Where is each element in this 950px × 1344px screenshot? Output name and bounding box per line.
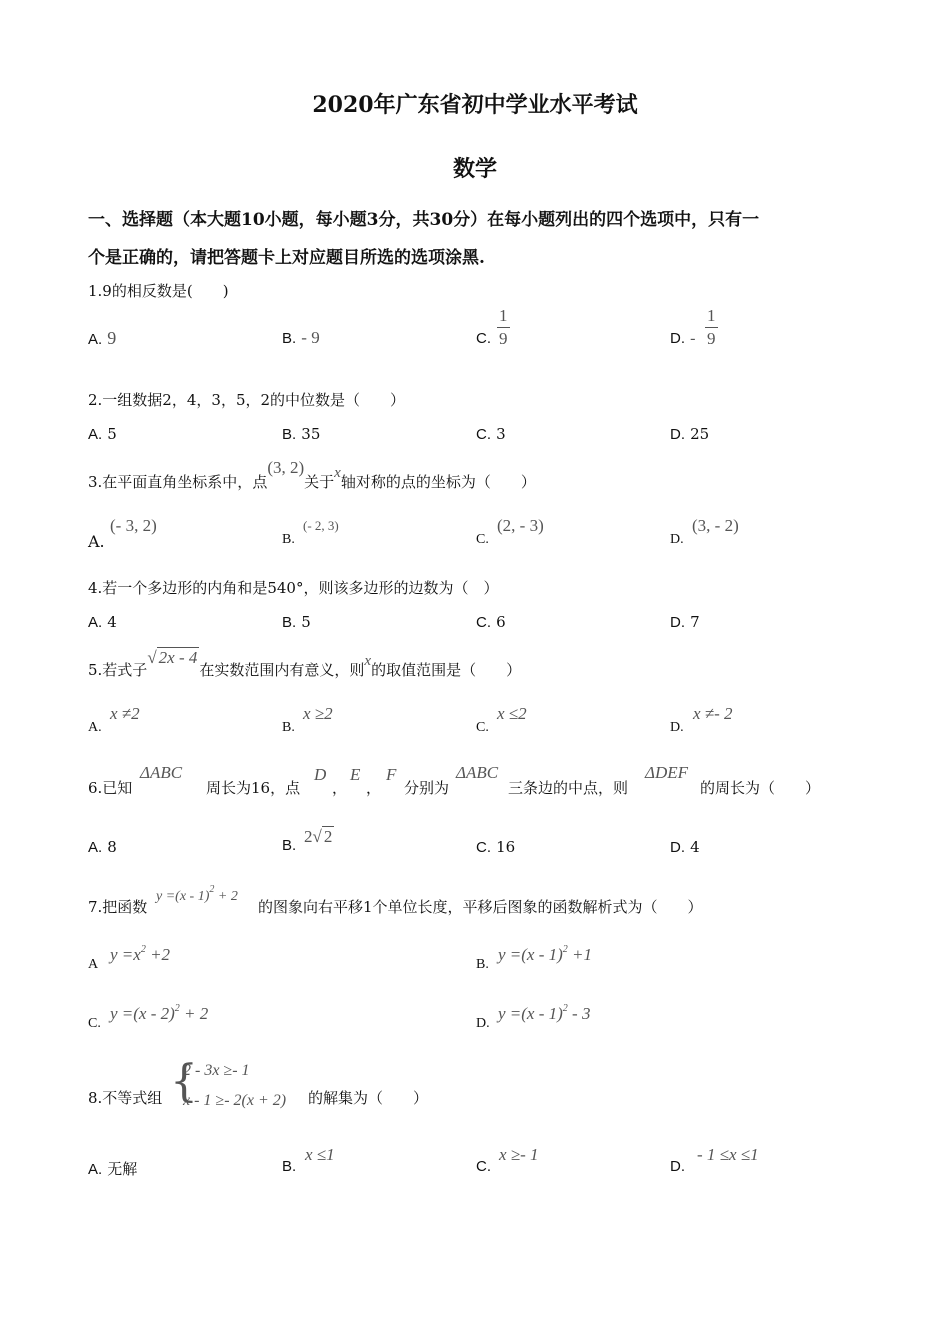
q6-comma-1: ， (332, 779, 348, 797)
q2-option-c[interactable]: C. 3 (476, 425, 506, 443)
q6-stem-post: 的周长为（ ） (700, 779, 821, 797)
q7-option-b[interactable]: y =(x - 1)$^2$ +1 (498, 944, 593, 964)
q2-option-a[interactable]: A. 5 (88, 425, 117, 443)
q5-option-b-label[interactable]: B. (282, 720, 295, 735)
q6-option-b-label[interactable]: B. (282, 837, 297, 854)
q2-option-d[interactable]: D. 25 (670, 425, 710, 443)
q6-option-b[interactable]: 2√ 2 (304, 827, 333, 846)
q5-option-c[interactable]: x ≤2 (497, 704, 527, 723)
q1-option-b[interactable]: B. - 9 (282, 328, 320, 347)
q8-inequality-2: x - 1 ≥- 2(x + 2) (183, 1092, 287, 1109)
q8-stem-post: 的解集为（ ） (308, 1089, 429, 1107)
q2-option-b[interactable]: B. 35 (282, 425, 321, 443)
q8-inequality-1: 2 - 3x ≥- 1 (183, 1062, 250, 1079)
q7-option-a-label[interactable]: A (88, 957, 99, 972)
q7-option-c-label[interactable]: C. (88, 1016, 101, 1031)
q7-option-a[interactable]: $y =x^2 +2$ (110, 944, 171, 964)
inequality-brace-icon: { (170, 1056, 198, 1107)
q4-option-b[interactable]: B. 5 (282, 613, 311, 631)
question-7-stem-pre: 7.把函数 (88, 898, 148, 916)
q3-option-a-label[interactable]: A. (88, 532, 105, 551)
q5-option-d-label[interactable]: D. (670, 720, 684, 735)
q8-option-c-label[interactable]: C. (476, 1158, 491, 1175)
q8-option-b[interactable]: x ≤1 (305, 1145, 335, 1164)
q6-option-a[interactable]: A. 8 (88, 838, 117, 856)
q1-option-d[interactable]: D. - (670, 330, 696, 347)
question-1-stem: 1.9的相反数是( ) (88, 282, 229, 300)
question-4-stem: 4.若一个多边形的内角和是540°，则该多边形的边数为（ ） (88, 579, 499, 597)
q6-point-f: F (386, 765, 397, 784)
q7-stem-post: 的图象向右平移1个单位长度，平移后图象的函数解析式为（ ） (258, 898, 703, 916)
subject-title: 数学 (452, 156, 497, 182)
q4-option-d[interactable]: D. 7 (670, 613, 700, 631)
q6-comma-2: ， (366, 779, 382, 797)
q1-option-c[interactable]: C. (476, 330, 491, 347)
q6-triangle-abc: ΔABC (140, 763, 183, 782)
q3-option-a[interactable]: (- 3, 2) (110, 516, 157, 535)
q6-midpoint-text: 分别为 (404, 779, 450, 797)
section-instructions-line2: 个是正确的，请把答题卡上对应题目所选的选项涂黑. (88, 248, 485, 268)
q6-sides-text: 三条边的中点，则 (508, 779, 629, 797)
q5-option-d[interactable]: x ≠- 2 (693, 704, 733, 723)
q1-option-c-fraction: $\frac{1}{9}$ (499, 306, 508, 348)
q8-option-b-label[interactable]: B. (282, 1158, 297, 1175)
q8-option-d[interactable]: - 1 ≤x ≤1 (697, 1145, 759, 1164)
q3-option-c-label[interactable]: C. (476, 532, 489, 547)
q6-triangle-def: ΔDEF (645, 763, 689, 782)
q6-triangle-abc-2: ΔABC (456, 763, 499, 782)
question-2-stem: 2.一组数据2，4，3，5，2的中位数是（ ） (88, 391, 406, 409)
q6-perimeter-text: 周长为16，点 (206, 779, 301, 797)
q6-option-d[interactable]: D. 4 (670, 838, 700, 856)
q8-option-c[interactable]: x ≥- 1 (499, 1145, 539, 1164)
q7-function: y =(x - 1)$^2$ + 2 (156, 884, 238, 904)
q5-option-b[interactable]: x ≥2 (303, 704, 333, 723)
q1-option-a[interactable]: A. 9 (88, 328, 117, 348)
q7-option-c[interactable]: y =(x - 2)$^2$ + 2 (110, 1003, 209, 1023)
q8-option-d-label[interactable]: D. (670, 1158, 685, 1175)
q7-option-b-label[interactable]: B. (476, 957, 489, 972)
q1-option-d-fraction: $\frac{1}{9}$ (707, 306, 716, 348)
q4-option-c[interactable]: C. 6 (476, 613, 506, 631)
question-5-stem: 5.若式子√ 2x - 4在实数范围内有意义，则x的取值范围是（ ） (88, 648, 522, 679)
section-instructions-line1: 一、选择题（本大题10小题，每小题3分，共30分）在每小题列出的四个选项中，只有一 (88, 210, 760, 230)
q5-option-a-label[interactable]: A. (88, 720, 102, 735)
q6-point-e: E (350, 765, 361, 784)
q7-option-d-label[interactable]: D. (476, 1016, 490, 1031)
q3-option-d[interactable]: (3, - 2) (692, 516, 739, 535)
q6-option-c[interactable]: C. 16 (476, 838, 516, 856)
q5-option-a[interactable]: x ≠2 (110, 704, 140, 723)
question-3-stem: 3.在平面直角坐标系中，点(3, 2)关于x轴对称的点的坐标为（ ） (88, 458, 536, 491)
q3-option-b[interactable]: (- 2, 3) (303, 518, 339, 533)
exam-title: 2020年广东省初中学业水平考试 (312, 92, 638, 118)
q7-option-d[interactable]: y =(x - 1)$^2$ - 3 (498, 1003, 591, 1023)
q4-option-a[interactable]: A. 4 (88, 613, 117, 631)
question-8-stem-pre: 8.不等式组 (88, 1089, 163, 1107)
q6-point-d: D (314, 765, 327, 784)
q5-option-c-label[interactable]: C. (476, 720, 489, 735)
q3-option-c[interactable]: (2, - 3) (497, 516, 544, 535)
q8-option-a[interactable]: A. 无解 (88, 1160, 138, 1178)
q3-option-d-label[interactable]: D. (670, 532, 684, 547)
question-6-stem-pre: 6.已知 (88, 779, 133, 797)
q3-option-b-label[interactable]: B. (282, 532, 295, 547)
